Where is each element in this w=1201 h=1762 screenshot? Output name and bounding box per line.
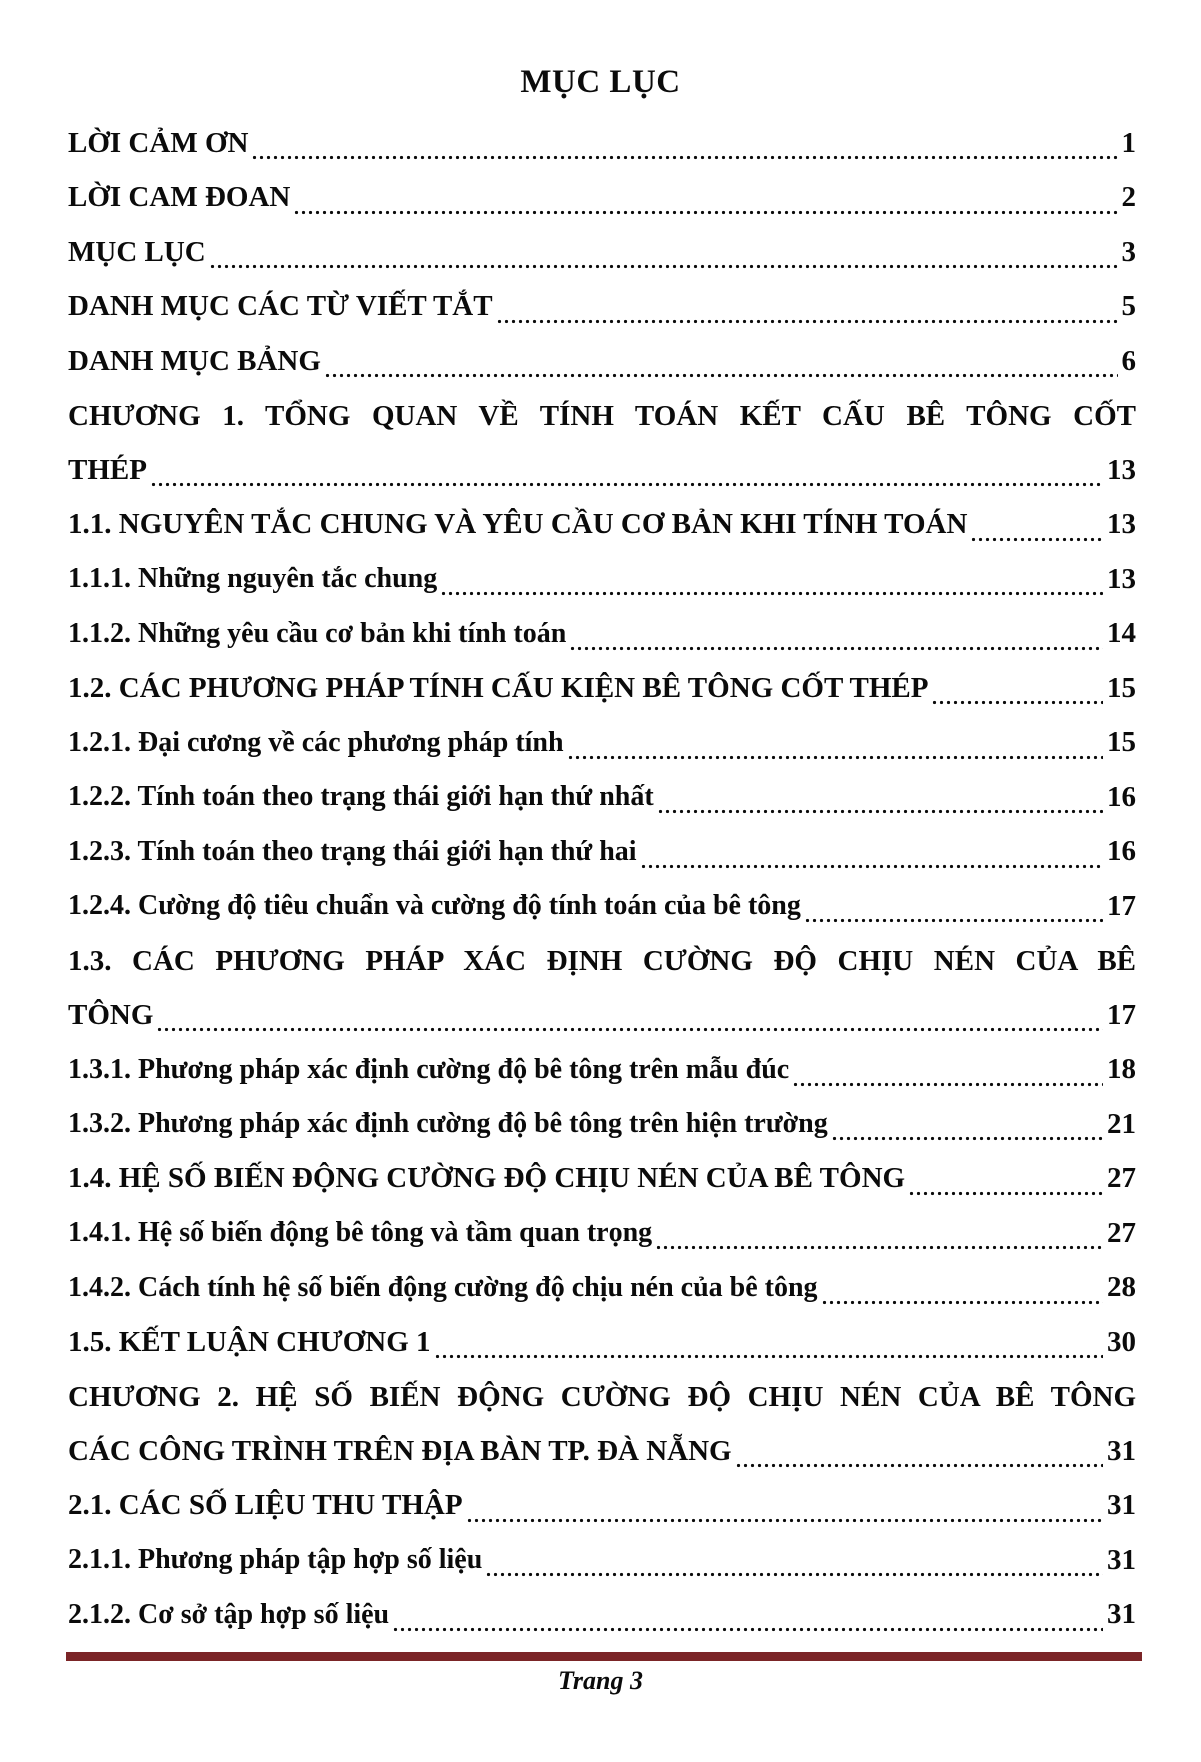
- toc-entry[interactable]: [68, 825, 1136, 880]
- toc-entry-text: 2.1. CÁC SỐ LIỆU THU THẬP: [68, 1489, 463, 1522]
- toc-leader-dots: [156, 988, 1103, 1043]
- toc-entry[interactable]: [68, 443, 1136, 498]
- toc-page-number: 13: [1107, 508, 1136, 541]
- table-of-contents: [68, 116, 1136, 1642]
- toc-entry-text: 1.4. HỆ SỐ BIẾN ĐỘNG CƯỜNG ĐỘ CHỊU NÉN CỦA BÊ TÔNG: [68, 1162, 906, 1195]
- toc-entry-text: 1.2.2. Tính toán theo trạng thái giới hạn thứ nhất: [68, 781, 654, 813]
- toc-page-number: 14: [1107, 617, 1136, 650]
- toc-leader-dots: [821, 1261, 1103, 1316]
- toc-entry[interactable]: [68, 716, 1136, 771]
- toc-leader-dots: [569, 607, 1103, 662]
- toc-leader-dots: [792, 1043, 1103, 1098]
- toc-page-number: 13: [1107, 562, 1136, 595]
- toc-entry-heading-line1[interactable]: 1.3. CÁC PHƯƠNG PHÁP XÁC ĐỊNH CƯỜNG ĐỘ CHỊU NÉN CỦA BÊ: [68, 944, 1136, 977]
- toc-entry-text: THÉP: [68, 453, 147, 486]
- toc-leader-dots: [150, 443, 1103, 498]
- toc-entry-text: DANH MỤC CÁC TỪ VIẾT TẮT: [68, 290, 493, 323]
- toc-entry[interactable]: [68, 498, 1136, 553]
- toc-page-number: 18: [1107, 1053, 1136, 1086]
- toc-entry[interactable]: [68, 1479, 1136, 1534]
- toc-leader-dots: [485, 1533, 1103, 1588]
- toc-page-number: 16: [1107, 780, 1136, 813]
- toc-entry-text: DANH MỤC BẢNG: [68, 344, 321, 377]
- toc-leader-dots: [640, 825, 1103, 880]
- toc-entry-text: LỜI CẢM ƠN: [68, 126, 249, 159]
- toc-leader-dots: [831, 1097, 1103, 1152]
- toc-page-number: 17: [1107, 889, 1136, 922]
- toc-leader-dots: [293, 171, 1117, 226]
- toc-page-number: 17: [1107, 998, 1136, 1031]
- toc-entry-text: 2.1.1. Phương pháp tập hợp số liệu: [68, 1544, 483, 1576]
- toc-entry-text: 1.4.1. Hệ số biến động bê tông và tầm quan trọng: [68, 1217, 653, 1249]
- toc-entry-text: 1.1.2. Những yêu cầu cơ bản khi tính toán: [68, 617, 567, 649]
- toc-entry-text: 1.2.3. Tính toán theo trạng thái giới hạn thứ hai: [68, 835, 637, 867]
- toc-page-number: 27: [1107, 1216, 1136, 1249]
- toc-entry[interactable]: [68, 1315, 1136, 1370]
- toc-leader-dots: [251, 116, 1117, 171]
- toc-leader-dots: [434, 1315, 1103, 1370]
- toc-leader-dots: [908, 1152, 1103, 1207]
- toc-leader-dots: [324, 334, 1118, 389]
- toc-entry[interactable]: [68, 1588, 1136, 1643]
- toc-entry[interactable]: [68, 1097, 1136, 1152]
- toc-entry[interactable]: [68, 171, 1136, 226]
- toc-entry[interactable]: [68, 225, 1136, 280]
- toc-page-number: 30: [1107, 1325, 1136, 1358]
- toc-page-number: 31: [1107, 1434, 1136, 1467]
- toc-entry-text: 1.2. CÁC PHƯƠNG PHÁP TÍNH CẤU KIỆN BÊ TÔNG CỐT THÉP: [68, 671, 929, 704]
- toc-leader-dots: [392, 1588, 1103, 1643]
- page-title: MỤC LỤC: [520, 64, 681, 100]
- toc-page-number: 16: [1107, 835, 1136, 868]
- toc-leader-dots: [567, 716, 1103, 771]
- toc-entry-text: 1.2.4. Cường độ tiêu chuẩn và cường độ tính toán của bê tông: [68, 890, 801, 922]
- toc-entry[interactable]: [68, 116, 1136, 171]
- toc-entry[interactable]: [68, 1424, 1136, 1479]
- toc-entry[interactable]: [68, 607, 1136, 662]
- toc-entry[interactable]: [68, 1152, 1136, 1207]
- page-footer: Trang 3: [558, 1666, 643, 1695]
- toc-entry[interactable]: [68, 770, 1136, 825]
- toc-page-number: 27: [1107, 1162, 1136, 1195]
- toc-leader-dots: [657, 770, 1103, 825]
- toc-entry-text: 1.1. NGUYÊN TẮC CHUNG VÀ YÊU CẦU CƠ BẢN KHI TÍNH TOÁN: [68, 508, 968, 541]
- toc-entry-text: 1.5. KẾT LUẬN CHƯƠNG 1: [68, 1325, 431, 1358]
- toc-page-number: 2: [1121, 181, 1136, 214]
- toc-leader-dots: [655, 1206, 1103, 1261]
- toc-entry[interactable]: [68, 1206, 1136, 1261]
- toc-leader-dots: [466, 1479, 1103, 1534]
- toc-entry-text: 1.2.1. Đại cương về các phương pháp tính: [68, 726, 564, 758]
- toc-page-number: 5: [1121, 290, 1136, 323]
- toc-page-number: 3: [1121, 235, 1136, 268]
- footer-divider: [66, 1652, 1142, 1661]
- toc-page-number: 31: [1107, 1489, 1136, 1522]
- toc-page-number: 31: [1107, 1598, 1136, 1631]
- toc-page-number: 15: [1107, 726, 1136, 759]
- toc-entry-text: 1.4.2. Cách tính hệ số biến động cường độ chịu nén của bê tông: [68, 1271, 818, 1303]
- toc-page-number: 31: [1107, 1543, 1136, 1576]
- toc-entry[interactable]: [68, 879, 1136, 934]
- toc-page-number: 21: [1107, 1107, 1136, 1140]
- toc-leader-dots: [970, 498, 1103, 553]
- toc-page-number: 13: [1107, 453, 1136, 486]
- toc-page-number: 1: [1121, 126, 1136, 159]
- toc-leader-dots: [496, 280, 1118, 335]
- toc-entry-text: CÁC CÔNG TRÌNH TRÊN ĐỊA BÀN TP. ĐÀ NẴNG: [68, 1434, 732, 1467]
- toc-leader-dots: [804, 879, 1103, 934]
- toc-page-number: 28: [1107, 1271, 1136, 1304]
- toc-entry-heading-line1[interactable]: CHƯƠNG 2. HỆ SỐ BIẾN ĐỘNG CƯỜNG ĐỘ CHỊU NÉN CỦA BÊ TÔNG: [68, 1380, 1136, 1413]
- toc-entry-text: 1.3.2. Phương pháp xác định cường độ bê tông trên hiện trường: [68, 1108, 828, 1140]
- toc-entry-text: MỤC LỤC: [68, 235, 206, 268]
- toc-entry[interactable]: [68, 1533, 1136, 1588]
- toc-entry-heading-line1[interactable]: CHƯƠNG 1. TỔNG QUAN VỀ TÍNH TOÁN KẾT CẤU BÊ TÔNG CỐT: [68, 399, 1136, 432]
- toc-entry[interactable]: [68, 988, 1136, 1043]
- toc-entry[interactable]: [68, 552, 1136, 607]
- toc-entry-text: 1.3.1. Phương pháp xác định cường độ bê tông trên mẫu đúc: [68, 1053, 790, 1085]
- toc-entry[interactable]: [68, 1261, 1136, 1316]
- toc-leader-dots: [209, 225, 1118, 280]
- toc-page-number: 15: [1107, 671, 1136, 704]
- toc-leader-dots: [440, 552, 1103, 607]
- toc-entry[interactable]: [68, 661, 1136, 716]
- toc-entry-text: LỜI CAM ĐOAN: [68, 181, 291, 214]
- toc-entry[interactable]: [68, 334, 1136, 389]
- toc-leader-dots: [931, 661, 1103, 716]
- toc-entry-text: 1.1.1. Những nguyên tắc chung: [68, 563, 438, 595]
- toc-entry-text: 2.1.2. Cơ sở tập hợp số liệu: [68, 1598, 390, 1630]
- toc-page-number: 6: [1121, 344, 1136, 377]
- toc-entry-text: TÔNG: [68, 998, 154, 1031]
- toc-entry[interactable]: [68, 1043, 1136, 1098]
- toc-leader-dots: [735, 1424, 1103, 1479]
- toc-entry[interactable]: [68, 280, 1136, 335]
